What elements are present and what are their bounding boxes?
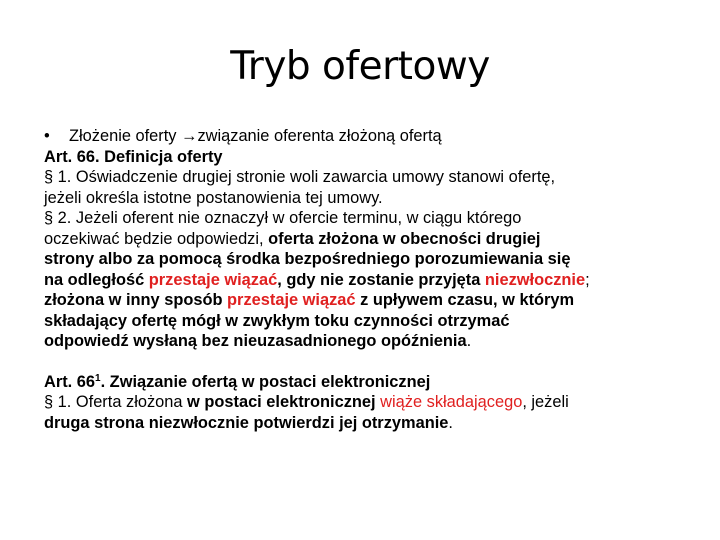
art66-p2-line3: strony albo za pomocą środka bezpośredniego porozumiewania się xyxy=(44,250,571,268)
art66-p2-line2-bold: oferta złożona w obecności drugiej xyxy=(268,229,541,248)
art661-line1 xyxy=(44,392,684,413)
art661-l1-end: , jeżeli xyxy=(522,393,569,411)
art661-l1-red: wiąże składającego xyxy=(380,393,523,411)
art66-p2-line1: § 2. Jeżeli oferent nie oznaczył w ofercie terminu, w ciągu którego xyxy=(44,209,522,227)
art66-p2-line4 xyxy=(44,270,684,291)
art66-p2-line7-bold: odpowiedź wysłaną bez nieuzasadnionego opóźnienia xyxy=(44,332,467,350)
paragraph-gap xyxy=(44,352,684,372)
art661-line2 xyxy=(44,413,684,434)
art661-heading xyxy=(44,372,684,393)
slide-title: Tryb ofertowy xyxy=(230,44,490,89)
art66-p2-line2-normal: oczekiwać będzie odpowiedzi, xyxy=(44,229,269,248)
art66-p2-line2 xyxy=(44,229,684,250)
art66-p2-line6: składający ofertę mógł w zwykłym toku czynności otrzymać xyxy=(44,311,510,330)
art66-p2-line5-bold2: z upływem czasu, w którym xyxy=(355,291,575,309)
bullet-symbol: • xyxy=(44,127,50,145)
art66-p2-line7-end: . xyxy=(466,332,472,350)
art661-heading-pre: Art. 66 xyxy=(44,372,96,391)
art66-heading: Art. 66. Definicja oferty xyxy=(44,147,223,166)
art66-p2-line4-red2: niezwłocznie xyxy=(484,270,586,289)
art661-l2-bold: druga strona niezwłocznie potwierdzi jej otrzymanie xyxy=(44,413,449,432)
art66-p2-line4-end: ; xyxy=(585,270,590,289)
art66-p2-line4-bold2: , gdy nie zostanie przyjęta xyxy=(277,270,485,289)
art66-p2-line4-red1: przestaje wiązać xyxy=(148,270,278,289)
art661-l2-end: . xyxy=(448,413,453,432)
art66-p2-line4-bold1: na odległość xyxy=(44,270,149,289)
bullet-text-before: Złożenie oferty xyxy=(69,127,182,145)
art661-l1-normal: § 1. Oferta złożona xyxy=(44,393,188,411)
art661-l1-bold: w postaci elektronicznej xyxy=(187,393,376,411)
art66-p1-line1: § 1. Oświadczenie drugiej stronie woli zawarcia umowy stanowi ofertę, xyxy=(44,168,556,186)
slide-content xyxy=(44,126,684,433)
art661-heading-sup: 1 xyxy=(95,372,101,384)
bullet-text-after: związanie oferenta złożoną ofertą xyxy=(197,127,442,145)
art661-heading-post: . Związanie ofertą w postaci elektronicznej xyxy=(100,372,431,391)
art66-p2-line5-bold1: złożona w inny sposób xyxy=(44,291,228,309)
bullet-line xyxy=(44,126,684,147)
art66-p2-line5 xyxy=(44,290,684,311)
art66-p2-line7 xyxy=(44,331,684,352)
arrow-right-icon: → xyxy=(181,127,198,145)
art66-p1-line2: jeżeli określa istotne postanowienia tej umowy. xyxy=(44,188,383,207)
art66-p2-line5-red: przestaje wiązać xyxy=(227,291,356,309)
